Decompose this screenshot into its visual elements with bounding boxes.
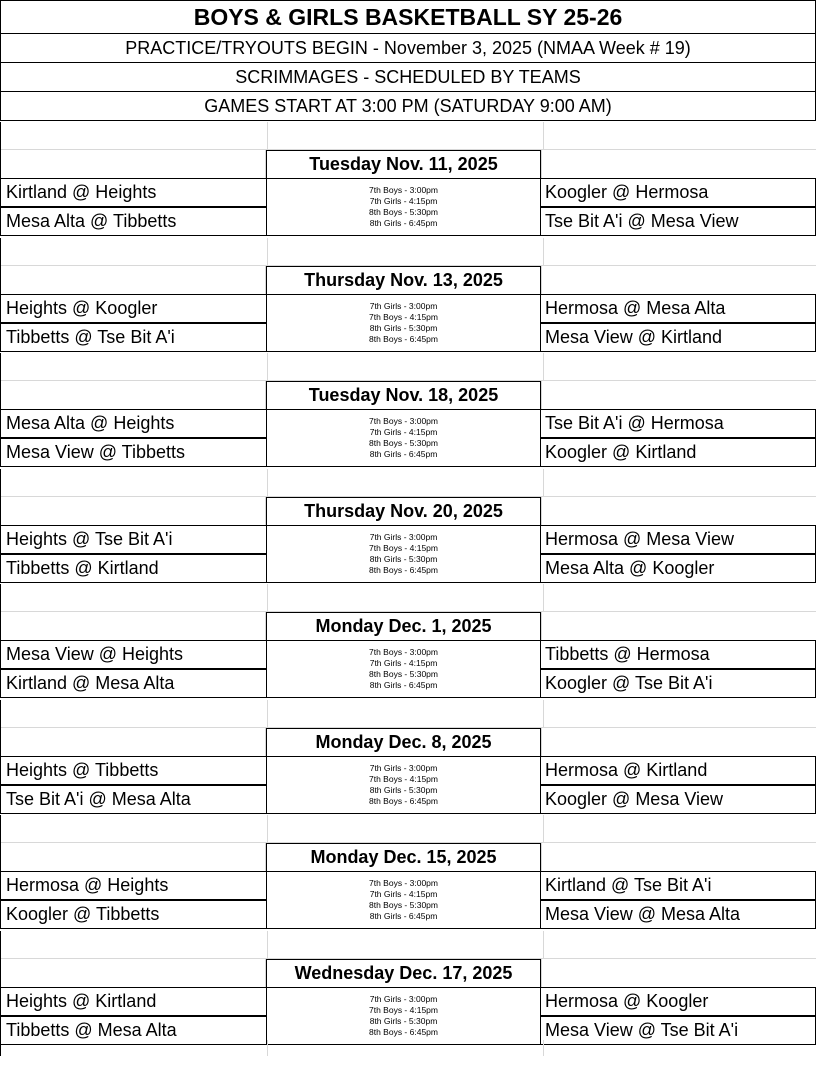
time-slot: 8th Boys - 5:30pm bbox=[369, 669, 438, 679]
spacer-row bbox=[0, 469, 816, 497]
time-slot: 8th Girls - 5:30pm bbox=[369, 322, 438, 333]
game-date: Monday Dec. 15, 2025 bbox=[266, 843, 541, 872]
time-slot: 7th Boys - 3:00pm bbox=[369, 185, 438, 195]
matchup-left: Kirtland @ Mesa Alta bbox=[0, 669, 267, 698]
time-slot: 7th Boys - 4:15pm bbox=[369, 1004, 438, 1015]
matchup-right: Tse Bit A'i @ Mesa View bbox=[540, 207, 816, 236]
time-slot: 8th Girls - 5:30pm bbox=[369, 1015, 438, 1026]
sheet-bottom-spacer bbox=[0, 1040, 816, 1056]
date-row-right-blank bbox=[541, 843, 816, 872]
matchup-left: Kirtland @ Heights bbox=[0, 178, 267, 207]
spacer-row bbox=[0, 931, 816, 959]
time-slot: 8th Boys - 5:30pm bbox=[369, 207, 438, 217]
game-times bbox=[266, 871, 541, 929]
matchup-right: Koogler @ Kirtland bbox=[540, 438, 816, 467]
matchup-right: Hermosa @ Koogler bbox=[540, 987, 816, 1016]
time-slot: 7th Boys - 3:00pm bbox=[369, 416, 438, 426]
page-title: BOYS & GIRLS BASKETBALL SY 25-26 bbox=[0, 0, 816, 34]
date-row-left-blank bbox=[0, 381, 266, 410]
date-row-right-blank bbox=[541, 612, 816, 641]
spacer-row bbox=[0, 122, 816, 150]
game-times bbox=[266, 987, 541, 1045]
time-slot: 7th Boys - 4:15pm bbox=[369, 311, 438, 322]
game-date: Monday Dec. 8, 2025 bbox=[266, 728, 541, 757]
game-times bbox=[266, 178, 541, 236]
game-times bbox=[266, 409, 541, 467]
matchup-right: Hermosa @ Kirtland bbox=[540, 756, 816, 785]
game-date: Tuesday Nov. 18, 2025 bbox=[266, 381, 541, 410]
date-row-left-blank bbox=[0, 150, 266, 179]
game-day-block bbox=[0, 959, 816, 1075]
game-times bbox=[266, 525, 541, 583]
date-row-left-blank bbox=[0, 612, 266, 641]
game-times bbox=[266, 640, 541, 698]
time-slot: 8th Boys - 6:45pm bbox=[369, 1026, 438, 1037]
game-times bbox=[266, 294, 541, 352]
matchup-left: Tibbetts @ Tse Bit A'i bbox=[0, 323, 267, 352]
matchup-left: Heights @ Koogler bbox=[0, 294, 267, 323]
matchup-left: Mesa View @ Heights bbox=[0, 640, 267, 669]
date-row-left-blank bbox=[0, 728, 266, 757]
matchup-right: Hermosa @ Mesa View bbox=[540, 525, 816, 554]
matchup-right: Tibbetts @ Hermosa bbox=[540, 640, 816, 669]
time-slot: 8th Boys - 5:30pm bbox=[369, 900, 438, 910]
matchup-left: Tibbetts @ Kirtland bbox=[0, 554, 267, 583]
time-slot: 8th Boys - 6:45pm bbox=[369, 564, 438, 575]
date-row-right-blank bbox=[541, 728, 816, 757]
time-slot: 7th Girls - 3:00pm bbox=[369, 300, 438, 311]
matchup-right: Kirtland @ Tse Bit A'i bbox=[540, 871, 816, 900]
game-date: Tuesday Nov. 11, 2025 bbox=[266, 150, 541, 179]
matchup-left: Heights @ Tibbetts bbox=[0, 756, 267, 785]
date-row-right-blank bbox=[541, 150, 816, 179]
matchup-right: Hermosa @ Mesa Alta bbox=[540, 294, 816, 323]
date-row-right-blank bbox=[541, 497, 816, 526]
time-slot: 7th Boys - 3:00pm bbox=[369, 647, 438, 657]
matchup-left: Tse Bit A'i @ Mesa Alta bbox=[0, 785, 267, 814]
date-row-right-blank bbox=[541, 266, 816, 295]
date-row-left-blank bbox=[0, 497, 266, 526]
time-slot: 7th Boys - 4:15pm bbox=[369, 542, 438, 553]
time-slot: 7th Girls - 3:00pm bbox=[369, 762, 438, 773]
time-slot: 8th Boys - 5:30pm bbox=[369, 438, 438, 448]
matchup-right: Mesa View @ Kirtland bbox=[540, 323, 816, 352]
matchup-right: Koogler @ Mesa View bbox=[540, 785, 816, 814]
date-row-right-blank bbox=[541, 381, 816, 410]
time-slot: 7th Boys - 4:15pm bbox=[369, 773, 438, 784]
game-start-line: GAMES START AT 3:00 PM (SATURDAY 9:00 AM) bbox=[0, 92, 816, 121]
time-slot: 7th Girls - 4:15pm bbox=[369, 196, 438, 206]
time-slot: 7th Girls - 3:00pm bbox=[369, 993, 438, 1004]
time-slot: 8th Girls - 5:30pm bbox=[369, 553, 438, 564]
matchup-left: Heights @ Tse Bit A'i bbox=[0, 525, 267, 554]
matchup-right: Koogler @ Tse Bit A'i bbox=[540, 669, 816, 698]
matchup-left: Heights @ Kirtland bbox=[0, 987, 267, 1016]
time-slot: 8th Girls - 6:45pm bbox=[369, 680, 438, 690]
matchup-right: Tse Bit A'i @ Hermosa bbox=[540, 409, 816, 438]
spacer-row bbox=[0, 700, 816, 728]
time-slot: 8th Girls - 6:45pm bbox=[369, 449, 438, 459]
time-slot: 7th Girls - 4:15pm bbox=[369, 658, 438, 668]
matchup-left: Mesa Alta @ Tibbetts bbox=[0, 207, 267, 236]
matchup-right: Mesa View @ Tse Bit A'i bbox=[540, 1016, 816, 1045]
time-slot: 7th Boys - 3:00pm bbox=[369, 878, 438, 888]
time-slot: 8th Boys - 6:45pm bbox=[369, 333, 438, 344]
matchup-left: Tibbetts @ Mesa Alta bbox=[0, 1016, 267, 1045]
time-slot: 7th Girls - 3:00pm bbox=[369, 531, 438, 542]
spacer-row bbox=[0, 238, 816, 266]
date-row-left-blank bbox=[0, 843, 266, 872]
scrimmage-line: SCRIMMAGES - SCHEDULED BY TEAMS bbox=[0, 63, 816, 92]
game-times bbox=[266, 756, 541, 814]
matchup-left: Hermosa @ Heights bbox=[0, 871, 267, 900]
time-slot: 7th Girls - 4:15pm bbox=[369, 889, 438, 899]
game-date: Wednesday Dec. 17, 2025 bbox=[266, 959, 541, 988]
spacer-row bbox=[0, 584, 816, 612]
matchup-right: Mesa Alta @ Koogler bbox=[540, 554, 816, 583]
spacer-row bbox=[0, 353, 816, 381]
practice-start-line: PRACTICE/TRYOUTS BEGIN - November 3, 2025 (NMAA Week # 19) bbox=[0, 34, 816, 63]
date-row-left-blank bbox=[0, 266, 266, 295]
game-date: Thursday Nov. 20, 2025 bbox=[266, 497, 541, 526]
time-slot: 8th Girls - 6:45pm bbox=[369, 911, 438, 921]
game-date: Thursday Nov. 13, 2025 bbox=[266, 266, 541, 295]
date-row-left-blank bbox=[0, 959, 266, 988]
matchup-left: Mesa View @ Tibbetts bbox=[0, 438, 267, 467]
time-slot: 8th Boys - 6:45pm bbox=[369, 795, 438, 806]
matchup-right: Koogler @ Hermosa bbox=[540, 178, 816, 207]
game-date: Monday Dec. 1, 2025 bbox=[266, 612, 541, 641]
matchup-right: Mesa View @ Mesa Alta bbox=[540, 900, 816, 929]
time-slot: 8th Girls - 6:45pm bbox=[369, 218, 438, 228]
date-row-right-blank bbox=[541, 959, 816, 988]
time-slot: 8th Girls - 5:30pm bbox=[369, 784, 438, 795]
matchup-left: Mesa Alta @ Heights bbox=[0, 409, 267, 438]
spacer-row bbox=[0, 815, 816, 843]
matchup-left: Koogler @ Tibbetts bbox=[0, 900, 267, 929]
time-slot: 7th Girls - 4:15pm bbox=[369, 427, 438, 437]
